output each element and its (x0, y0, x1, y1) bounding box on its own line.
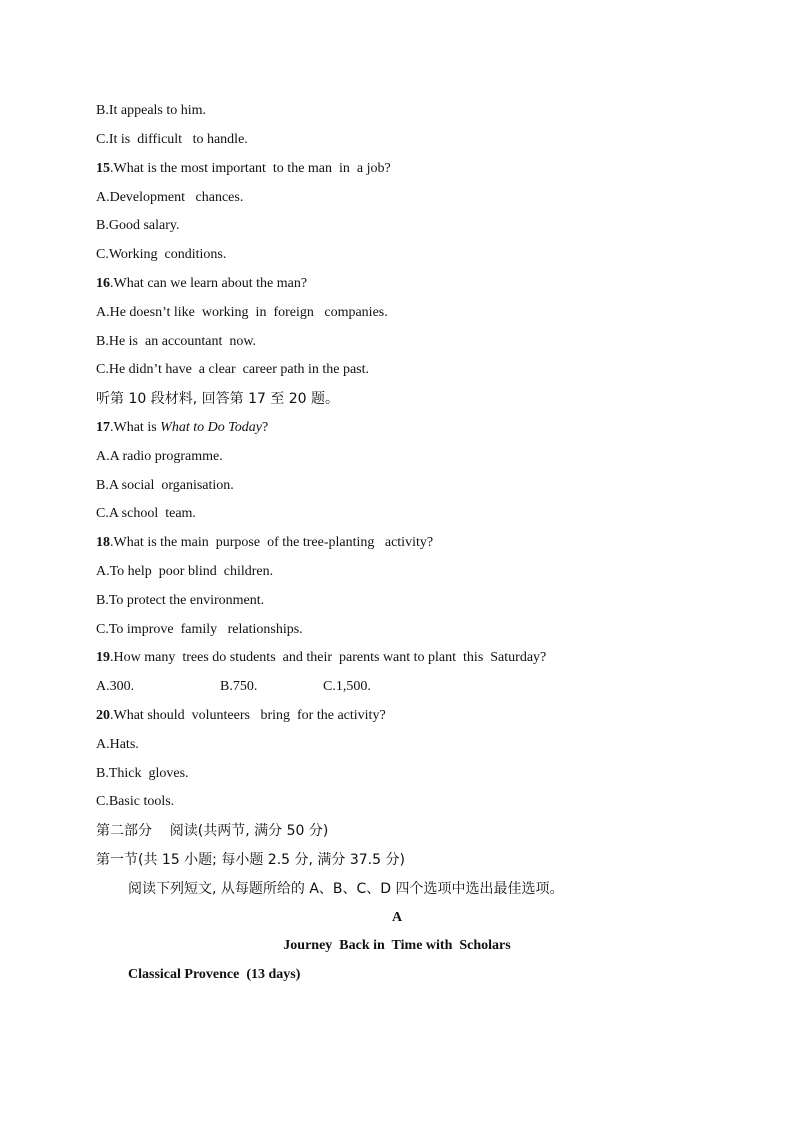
reading-instruction: 阅读下列短文, 从每题所给的 A、B、C、D 四个选项中选出最佳选项。 (128, 881, 564, 897)
q16-number: 16 (96, 276, 110, 291)
q16-option-a: A.He doesn’t like working in foreign companies. (96, 305, 388, 320)
part2-section1-heading: 第一节(共 15 小题; 每小题 2.5 分, 满分 37.5 分) (96, 852, 405, 868)
q19-option-c: C.1,500. (323, 679, 371, 694)
q15-option-b: B.Good salary. (96, 218, 180, 233)
q15-question (96, 160, 391, 178)
q16-question (96, 275, 307, 293)
q18-option-b: B.To protect the environment. (96, 593, 265, 608)
q17-option-a: A.A radio programme. (96, 449, 223, 464)
q17-text-after: ? (261, 420, 269, 435)
listening-instruction: 听第 10 段材料, 回答第 17 至 20 题。 (96, 391, 340, 407)
q14-option-c: C.It is difficult to handle. (96, 132, 248, 147)
q17-question (96, 419, 268, 437)
passage-letter: A (391, 910, 403, 925)
q17-text-before: .What is (110, 420, 161, 435)
q17-option-b: B.A social organisation. (96, 478, 234, 493)
q20-text: .What should volunteers bring for the activity? (110, 708, 386, 723)
q15-text: .What is the most important to the man in a job? (110, 161, 391, 176)
q16-option-b: B.He is an accountant now. (96, 334, 257, 349)
q17-programme-title: What to Do Today (160, 420, 262, 435)
q17-number: 17 (96, 420, 110, 435)
q14-option-b: B.It appeals to him. (96, 103, 207, 118)
q18-question (96, 534, 433, 552)
q19-option-a: A.300. (96, 679, 135, 694)
q18-option-c: C.To improve family relationships. (96, 622, 303, 637)
q15-number: 15 (96, 161, 110, 176)
q18-text: .What is the main purpose of the tree-planting activity? (110, 535, 434, 550)
q19-text: .How many trees do students and their parents want to plant this Saturday? (110, 650, 547, 665)
part2-heading: 第二部分 阅读(共两节, 满分 50 分) (96, 823, 329, 839)
q19-question (96, 649, 546, 667)
q19-number: 19 (96, 650, 110, 665)
q16-text: .What can we learn about the man? (110, 276, 308, 291)
q20-option-a: A.Hats. (96, 737, 139, 752)
q19-option-b: B.750. (220, 679, 258, 694)
q20-option-c: C.Basic tools. (96, 794, 175, 809)
passage-subtitle: Classical Provence (13 days) (128, 967, 301, 982)
q17-option-c: C.A school team. (96, 506, 196, 521)
q18-option-a: A.To help poor blind children. (96, 564, 274, 579)
q16-option-c: C.He didn’t have a clear career path in the past. (96, 362, 370, 377)
passage-title: Journey Back in Time with Scholars (283, 938, 511, 953)
q18-number: 18 (96, 535, 110, 550)
q20-number: 20 (96, 708, 110, 723)
q20-option-b: B.Thick gloves. (96, 766, 189, 781)
q15-option-a: A.Development chances. (96, 190, 244, 205)
q20-question (96, 707, 386, 725)
q15-option-c: C.Working conditions. (96, 247, 227, 262)
